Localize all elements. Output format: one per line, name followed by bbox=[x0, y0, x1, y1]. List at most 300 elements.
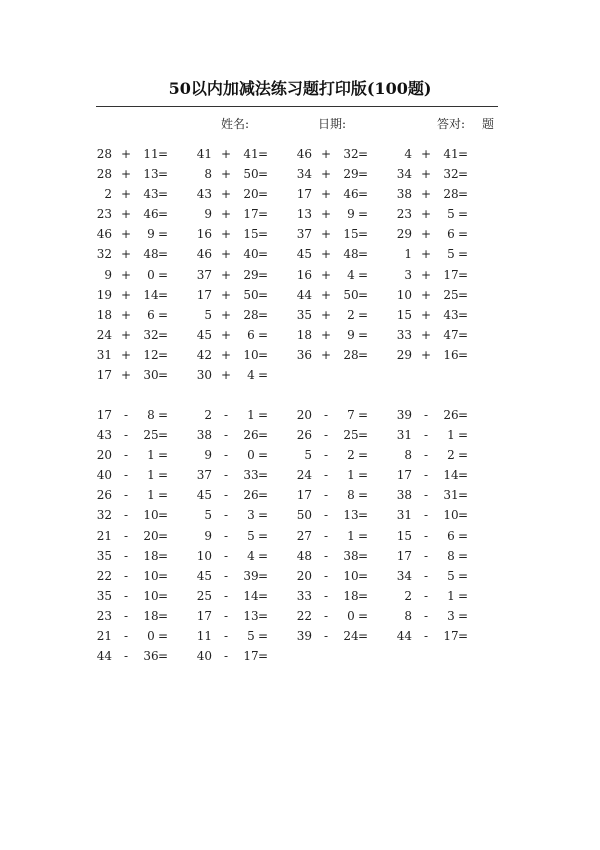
operand-b: 10 bbox=[443, 508, 459, 523]
equals-sign: = bbox=[358, 608, 369, 623]
operator: + bbox=[120, 207, 132, 222]
operator: + bbox=[320, 227, 332, 242]
operand-a: 5 bbox=[204, 508, 212, 523]
equals-sign: = bbox=[258, 428, 269, 443]
equals-sign: = bbox=[258, 207, 269, 222]
operand-a: 4 bbox=[404, 147, 412, 161]
operator: + bbox=[120, 307, 132, 322]
operand-b: 48 bbox=[143, 247, 159, 262]
operand-a: 38 bbox=[396, 488, 412, 503]
operand-a: 32 bbox=[96, 508, 112, 523]
operand-b: 5 bbox=[447, 207, 455, 222]
equals-sign: = bbox=[358, 167, 369, 182]
operand-b: 5 bbox=[447, 247, 455, 262]
equals-sign: = bbox=[458, 588, 469, 603]
operator: - bbox=[323, 448, 329, 463]
operand-a: 45 bbox=[196, 568, 212, 583]
operand-b: 9 bbox=[347, 207, 355, 222]
operand-b: 5 bbox=[447, 568, 455, 583]
operand-b: 32 bbox=[143, 327, 159, 342]
operator: + bbox=[320, 207, 332, 222]
equals-sign: = bbox=[258, 327, 269, 342]
equals-sign: = bbox=[158, 147, 169, 161]
operator: + bbox=[320, 247, 332, 262]
operand-a: 33 bbox=[396, 327, 412, 342]
operand-b: 6 bbox=[447, 227, 455, 242]
operator: + bbox=[320, 167, 332, 182]
operand-a: 5 bbox=[304, 448, 312, 463]
operand-b: 30 bbox=[143, 368, 159, 383]
operand-b: 10 bbox=[143, 508, 159, 523]
operand-a: 30 bbox=[196, 368, 212, 383]
operand-a: 22 bbox=[296, 608, 312, 623]
operand-b: 20 bbox=[243, 187, 259, 202]
operand-b: 15 bbox=[343, 227, 359, 242]
operand-a: 46 bbox=[196, 247, 212, 262]
equals-sign: = bbox=[158, 267, 169, 282]
operator: - bbox=[223, 629, 229, 644]
operand-a: 17 bbox=[96, 408, 112, 422]
operator: + bbox=[320, 187, 332, 202]
operand-b: 1 bbox=[247, 408, 255, 422]
operator: + bbox=[120, 368, 132, 383]
equals-sign: = bbox=[458, 287, 469, 302]
operator: + bbox=[420, 347, 432, 362]
equals-sign: = bbox=[158, 548, 169, 563]
operand-b: 8 bbox=[347, 488, 355, 503]
operand-a: 27 bbox=[296, 528, 312, 543]
operator: - bbox=[223, 649, 229, 664]
equals-sign: = bbox=[158, 307, 169, 322]
operand-a: 28 bbox=[96, 167, 112, 182]
operand-b: 13 bbox=[143, 167, 159, 182]
equals-sign: = bbox=[258, 307, 269, 322]
operator: - bbox=[423, 508, 429, 523]
equals-sign: = bbox=[458, 528, 469, 543]
equals-sign: = bbox=[258, 548, 269, 563]
operator: + bbox=[420, 267, 432, 282]
operator: - bbox=[223, 568, 229, 583]
operand-b: 6 bbox=[447, 528, 455, 543]
operand-a: 18 bbox=[296, 327, 312, 342]
equals-sign: = bbox=[258, 287, 269, 302]
equals-sign: = bbox=[458, 267, 469, 282]
operand-a: 45 bbox=[196, 327, 212, 342]
operator: - bbox=[123, 448, 129, 463]
operand-b: 5 bbox=[247, 528, 255, 543]
operator: - bbox=[423, 468, 429, 483]
operand-a: 29 bbox=[396, 347, 412, 362]
operand-a: 37 bbox=[196, 468, 212, 483]
operand-a: 20 bbox=[296, 568, 312, 583]
equals-sign: = bbox=[258, 227, 269, 242]
operand-a: 8 bbox=[404, 608, 412, 623]
operand-a: 45 bbox=[196, 488, 212, 503]
equals-sign: = bbox=[158, 247, 169, 262]
operand-a: 33 bbox=[296, 588, 312, 603]
equals-sign: = bbox=[158, 408, 169, 422]
operator: - bbox=[323, 428, 329, 443]
operator: - bbox=[223, 508, 229, 523]
equals-sign: = bbox=[358, 227, 369, 242]
operand-b: 8 bbox=[147, 408, 155, 422]
equals-sign: = bbox=[158, 368, 169, 383]
equals-sign: = bbox=[458, 207, 469, 222]
operand-a: 17 bbox=[96, 368, 112, 383]
operand-a: 35 bbox=[296, 307, 312, 322]
operator: - bbox=[223, 408, 229, 422]
operand-a: 34 bbox=[296, 167, 312, 182]
operand-a: 2 bbox=[204, 408, 212, 422]
equals-sign: = bbox=[258, 588, 269, 603]
operand-a: 44 bbox=[296, 287, 312, 302]
operand-b: 18 bbox=[343, 588, 359, 603]
operator: + bbox=[420, 227, 432, 242]
operator: - bbox=[123, 488, 129, 503]
operand-a: 35 bbox=[96, 548, 112, 563]
equals-sign: = bbox=[358, 448, 369, 463]
operand-a: 15 bbox=[396, 528, 412, 543]
operand-b: 43 bbox=[443, 307, 459, 322]
operator: - bbox=[123, 568, 129, 583]
operand-a: 13 bbox=[296, 207, 312, 222]
operand-a: 42 bbox=[196, 347, 212, 362]
equals-sign: = bbox=[458, 468, 469, 483]
operand-b: 26 bbox=[443, 408, 459, 422]
operator: + bbox=[220, 147, 232, 161]
operator: + bbox=[120, 167, 132, 182]
equals-sign: = bbox=[358, 588, 369, 603]
operand-a: 26 bbox=[296, 428, 312, 443]
date-label: 日期: bbox=[318, 117, 347, 131]
equals-sign: = bbox=[158, 629, 169, 644]
operand-b: 25 bbox=[143, 428, 159, 443]
operand-a: 16 bbox=[296, 267, 312, 282]
operator: + bbox=[220, 327, 232, 342]
operator: + bbox=[420, 187, 432, 202]
operand-a: 41 bbox=[196, 147, 212, 161]
operand-a: 37 bbox=[296, 227, 312, 242]
operand-a: 9 bbox=[204, 207, 212, 222]
equals-sign: = bbox=[258, 408, 269, 422]
operator: - bbox=[323, 629, 329, 644]
equals-sign: = bbox=[458, 428, 469, 443]
operand-b: 48 bbox=[343, 247, 359, 262]
equals-sign: = bbox=[458, 408, 469, 422]
operator: + bbox=[220, 167, 232, 182]
operand-b: 0 bbox=[147, 629, 155, 644]
operand-b: 3 bbox=[247, 508, 255, 523]
operand-a: 5 bbox=[204, 307, 212, 322]
operator: - bbox=[423, 448, 429, 463]
equals-sign: = bbox=[258, 608, 269, 623]
operand-a: 24 bbox=[296, 468, 312, 483]
operator: + bbox=[120, 267, 132, 282]
operand-b: 13 bbox=[243, 608, 259, 623]
equals-sign: = bbox=[158, 327, 169, 342]
operand-a: 24 bbox=[96, 327, 112, 342]
equals-sign: = bbox=[358, 147, 369, 161]
operand-b: 38 bbox=[343, 548, 359, 563]
operand-b: 0 bbox=[347, 608, 355, 623]
equals-sign: = bbox=[258, 187, 269, 202]
operand-a: 17 bbox=[396, 468, 412, 483]
operand-b: 31 bbox=[443, 488, 459, 503]
operator: + bbox=[420, 287, 432, 302]
equals-sign: = bbox=[458, 448, 469, 463]
operator: - bbox=[223, 548, 229, 563]
equals-sign: = bbox=[158, 207, 169, 222]
operand-a: 2 bbox=[404, 588, 412, 603]
equals-sign: = bbox=[358, 468, 369, 483]
equals-sign: = bbox=[458, 488, 469, 503]
operator: + bbox=[320, 307, 332, 322]
operator: - bbox=[323, 588, 329, 603]
operator: - bbox=[123, 508, 129, 523]
equals-sign: = bbox=[358, 408, 369, 422]
operand-b: 4 bbox=[247, 368, 255, 383]
operator: + bbox=[320, 287, 332, 302]
operator: - bbox=[123, 528, 129, 543]
operator: + bbox=[220, 347, 232, 362]
operand-a: 17 bbox=[296, 187, 312, 202]
operand-b: 4 bbox=[247, 548, 255, 563]
equals-sign: = bbox=[458, 347, 469, 362]
operator: + bbox=[420, 307, 432, 322]
operator: + bbox=[320, 327, 332, 342]
equals-sign: = bbox=[458, 307, 469, 322]
operand-b: 18 bbox=[143, 608, 159, 623]
equals-sign: = bbox=[258, 568, 269, 583]
operand-b: 28 bbox=[243, 307, 259, 322]
equals-sign: = bbox=[458, 147, 469, 161]
operator: - bbox=[323, 408, 329, 422]
operand-a: 9 bbox=[204, 448, 212, 463]
operand-b: 25 bbox=[343, 428, 359, 443]
operand-b: 2 bbox=[347, 307, 355, 322]
correct-label: 答对: bbox=[437, 117, 466, 131]
equals-sign: = bbox=[158, 528, 169, 543]
operand-a: 23 bbox=[96, 207, 112, 222]
equals-sign: = bbox=[358, 568, 369, 583]
operand-a: 21 bbox=[96, 528, 112, 543]
equals-sign: = bbox=[258, 347, 269, 362]
operand-b: 1 bbox=[347, 468, 355, 483]
operand-a: 19 bbox=[96, 287, 112, 302]
operator: + bbox=[220, 267, 232, 282]
equals-sign: = bbox=[258, 147, 269, 161]
operand-a: 23 bbox=[396, 207, 412, 222]
operand-b: 46 bbox=[143, 207, 159, 222]
operator: - bbox=[123, 548, 129, 563]
operand-b: 1 bbox=[147, 488, 155, 503]
operand-a: 44 bbox=[96, 649, 112, 664]
equals-sign: = bbox=[358, 187, 369, 202]
equals-sign: = bbox=[358, 428, 369, 443]
operand-a: 46 bbox=[296, 147, 312, 161]
operand-b: 24 bbox=[343, 629, 359, 644]
operand-b: 29 bbox=[243, 267, 259, 282]
operator: - bbox=[423, 428, 429, 443]
operand-a: 32 bbox=[96, 247, 112, 262]
operator: - bbox=[323, 468, 329, 483]
operator: + bbox=[320, 267, 332, 282]
operator: - bbox=[223, 588, 229, 603]
equals-sign: = bbox=[158, 287, 169, 302]
operand-b: 28 bbox=[443, 187, 459, 202]
operand-b: 18 bbox=[143, 548, 159, 563]
operand-b: 41 bbox=[243, 147, 259, 161]
operator: + bbox=[120, 347, 132, 362]
operator: - bbox=[423, 548, 429, 563]
operand-b: 14 bbox=[443, 468, 459, 483]
operand-b: 12 bbox=[143, 347, 159, 362]
equals-sign: = bbox=[158, 167, 169, 182]
equals-sign: = bbox=[258, 649, 269, 664]
operand-a: 2 bbox=[104, 187, 112, 202]
operand-a: 48 bbox=[296, 548, 312, 563]
operand-a: 40 bbox=[196, 649, 212, 664]
equals-sign: = bbox=[358, 347, 369, 362]
equals-sign: = bbox=[458, 508, 469, 523]
operand-a: 34 bbox=[396, 167, 412, 182]
operand-a: 23 bbox=[96, 608, 112, 623]
equals-sign: = bbox=[358, 267, 369, 282]
operator: - bbox=[323, 608, 329, 623]
operand-b: 26 bbox=[243, 428, 259, 443]
equals-sign: = bbox=[358, 307, 369, 322]
operand-a: 38 bbox=[396, 187, 412, 202]
page-title: 50以内加减法练习题打印版(100题) bbox=[168, 79, 432, 98]
operand-b: 50 bbox=[243, 287, 259, 302]
operand-a: 50 bbox=[296, 508, 312, 523]
operator: - bbox=[223, 528, 229, 543]
operand-b: 26 bbox=[243, 488, 259, 503]
operand-a: 40 bbox=[96, 468, 112, 483]
operator: + bbox=[120, 147, 132, 161]
operand-b: 36 bbox=[143, 649, 159, 664]
equals-sign: = bbox=[258, 167, 269, 182]
operand-a: 18 bbox=[96, 307, 112, 322]
operator: - bbox=[423, 408, 429, 422]
operand-b: 14 bbox=[143, 287, 159, 302]
operator: - bbox=[123, 468, 129, 483]
operand-b: 20 bbox=[143, 528, 159, 543]
operand-a: 15 bbox=[396, 307, 412, 322]
operator: + bbox=[220, 287, 232, 302]
equals-sign: = bbox=[458, 227, 469, 242]
operand-a: 39 bbox=[296, 629, 312, 644]
equals-sign: = bbox=[358, 207, 369, 222]
operator: + bbox=[420, 207, 432, 222]
equals-sign: = bbox=[458, 327, 469, 342]
operand-a: 31 bbox=[396, 428, 412, 443]
operand-b: 11 bbox=[143, 147, 159, 161]
operator: - bbox=[323, 508, 329, 523]
operator: - bbox=[123, 408, 129, 422]
operand-a: 44 bbox=[396, 629, 412, 644]
operand-a: 37 bbox=[196, 267, 212, 282]
equals-sign: = bbox=[458, 629, 469, 644]
operand-a: 43 bbox=[96, 428, 112, 443]
operator: + bbox=[420, 247, 432, 262]
operator: - bbox=[423, 608, 429, 623]
operand-a: 35 bbox=[96, 588, 112, 603]
operator: - bbox=[223, 428, 229, 443]
operand-b: 32 bbox=[443, 167, 459, 182]
operand-b: 0 bbox=[247, 448, 255, 463]
name-label: 姓名: bbox=[221, 117, 250, 131]
operand-a: 20 bbox=[96, 448, 112, 463]
operand-b: 10 bbox=[243, 347, 259, 362]
operand-b: 4 bbox=[347, 267, 355, 282]
operand-a: 39 bbox=[396, 408, 412, 422]
operand-b: 1 bbox=[347, 528, 355, 543]
equals-sign: = bbox=[158, 508, 169, 523]
operator: + bbox=[420, 147, 432, 161]
operand-a: 8 bbox=[404, 448, 412, 463]
operator: - bbox=[323, 488, 329, 503]
operand-b: 2 bbox=[347, 448, 355, 463]
equals-sign: = bbox=[458, 568, 469, 583]
equals-sign: = bbox=[158, 488, 169, 503]
operand-a: 3 bbox=[404, 267, 412, 282]
equals-sign: = bbox=[458, 187, 469, 202]
operand-b: 1 bbox=[447, 588, 455, 603]
equals-sign: = bbox=[258, 488, 269, 503]
operand-b: 43 bbox=[143, 187, 159, 202]
operator: - bbox=[223, 488, 229, 503]
operand-b: 28 bbox=[343, 347, 359, 362]
operand-b: 15 bbox=[243, 227, 259, 242]
operand-b: 10 bbox=[343, 568, 359, 583]
equals-sign: = bbox=[158, 227, 169, 242]
operand-a: 29 bbox=[396, 227, 412, 242]
operand-b: 3 bbox=[447, 608, 455, 623]
equals-sign: = bbox=[258, 448, 269, 463]
operand-a: 26 bbox=[96, 488, 112, 503]
operand-a: 21 bbox=[96, 629, 112, 644]
equals-sign: = bbox=[358, 488, 369, 503]
operator: + bbox=[220, 187, 232, 202]
operand-a: 46 bbox=[96, 227, 112, 242]
operand-b: 50 bbox=[243, 167, 259, 182]
operand-b: 9 bbox=[347, 327, 355, 342]
operand-a: 17 bbox=[296, 488, 312, 503]
equals-sign: = bbox=[458, 247, 469, 262]
operand-a: 34 bbox=[396, 568, 412, 583]
operator: - bbox=[323, 548, 329, 563]
operand-b: 9 bbox=[147, 227, 155, 242]
operand-a: 31 bbox=[96, 347, 112, 362]
operator: - bbox=[123, 608, 129, 623]
equals-sign: = bbox=[258, 247, 269, 262]
operand-a: 17 bbox=[396, 548, 412, 563]
operand-b: 17 bbox=[243, 207, 259, 222]
operand-a: 22 bbox=[96, 568, 112, 583]
operand-b: 8 bbox=[447, 548, 455, 563]
operator: - bbox=[423, 488, 429, 503]
operand-b: 29 bbox=[343, 167, 359, 182]
equals-sign: = bbox=[358, 548, 369, 563]
operand-b: 32 bbox=[343, 147, 359, 161]
operator: + bbox=[320, 347, 332, 362]
operator: + bbox=[120, 327, 132, 342]
equals-sign: = bbox=[358, 629, 369, 644]
operator: - bbox=[123, 649, 129, 664]
operator: + bbox=[120, 187, 132, 202]
operand-a: 16 bbox=[196, 227, 212, 242]
